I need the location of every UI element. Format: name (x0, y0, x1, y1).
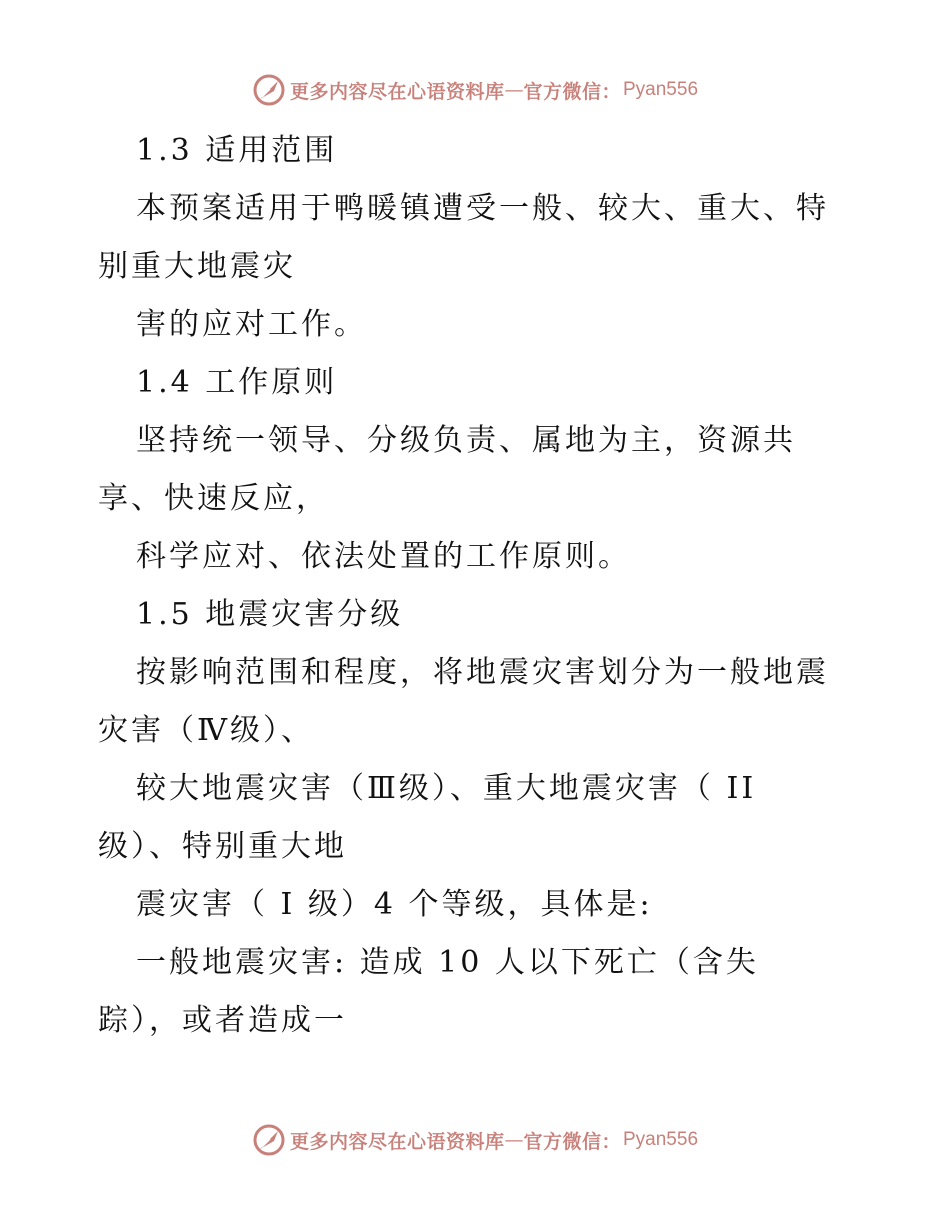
quill-logo-icon (252, 1123, 286, 1157)
watermark-text: 更多内容尽在心语资料库 (289, 1130, 505, 1153)
text-line: 级）、特别重大地 (98, 829, 347, 864)
text-line: 坚持统一领导、分级负责、属地为主，资源共 (136, 423, 796, 458)
watermark-official: 官方微信： (523, 80, 621, 103)
text-line: 享、快速反应， (98, 481, 329, 516)
text-line: 按影响范围和程度，将地震灾害划分为一般地震 (136, 655, 829, 690)
text-line: 较大地震灾害（Ⅲ级）、重大地震灾害（ II (136, 771, 757, 806)
watermark-dash: — (504, 79, 524, 101)
text-line: 科学应对、依法处置的工作原则。 (136, 539, 631, 574)
quill-logo-icon (252, 73, 286, 107)
text-line: 震灾害（ I 级）4 个等级，具体是: (136, 887, 653, 922)
watermark-official: 官方微信： (523, 1130, 621, 1153)
text-line: 踪），或者造成一 (98, 1003, 347, 1038)
header-watermark (0, 70, 950, 110)
watermark-dash: — (504, 1129, 524, 1151)
document-body (98, 122, 858, 1050)
text-line: 1.4 工作原则 (136, 365, 338, 400)
watermark-text: 更多内容尽在心语资料库 (289, 80, 505, 103)
text-line: 一般地震灾害: 造成 10 人以下死亡（含失 (136, 945, 759, 980)
text-line: 1.5 地震灾害分级 (136, 597, 404, 632)
text-line: 别重大地震灾 (98, 249, 296, 284)
text-line: 本预案适用于鸭暖镇遭受一般、较大、重大、特 (136, 191, 829, 226)
watermark-id: Pyan556 (623, 1129, 699, 1150)
footer-watermark (0, 1120, 950, 1160)
text-line: 1.3 适用范围 (136, 133, 338, 168)
watermark-id: Pyan556 (623, 79, 699, 100)
text-line: 灾害（Ⅳ级）、 (98, 713, 314, 748)
text-line: 害的应对工作。 (136, 307, 367, 342)
